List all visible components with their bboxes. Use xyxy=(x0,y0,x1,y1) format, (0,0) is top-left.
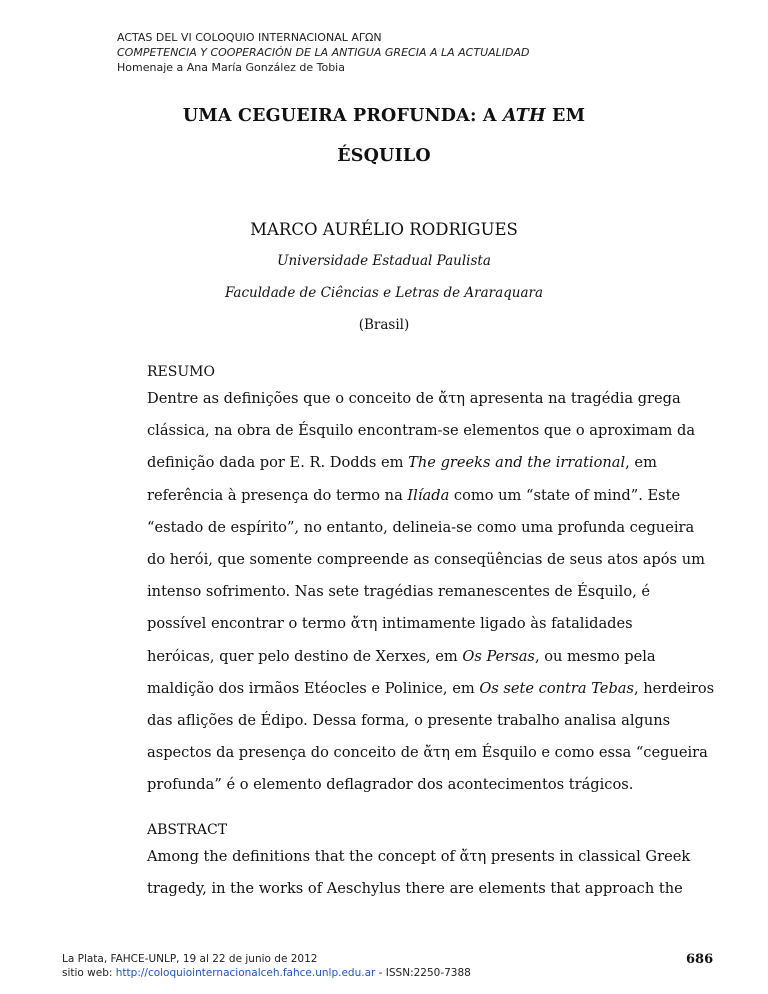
text-run: , ou mesmo pela xyxy=(534,647,656,665)
paper-title-line-1: UMA CEGUEIRA PROFUNDA: A ATH EM xyxy=(182,106,586,126)
text-run: do herói, que somente compreende as conseqüências de seus atos após um xyxy=(147,551,705,568)
text-run: intimamente ligado às fatalidades xyxy=(377,615,633,633)
affiliation-faculty: Faculdade de Ciências e Letras de Araraquara xyxy=(224,285,544,301)
footer-event: La Plata, FAHCE-UNLP, 19 al 22 de junio de 2012 xyxy=(62,953,318,965)
abstract-line xyxy=(147,880,683,900)
text-run: definição dada por E. R. Dodds em xyxy=(147,454,409,472)
greek-term-ate: ἄτη xyxy=(459,848,487,865)
text-run: maldição dos irmãos Etéocles e Polinice, em xyxy=(147,679,480,697)
text-run: presents in classical Greek xyxy=(486,848,691,865)
paper-title-line-2: ÉSQUILO xyxy=(337,146,431,166)
resumo-line xyxy=(147,454,657,474)
resumo-line xyxy=(147,551,705,571)
text-run: possível encontrar o termo xyxy=(147,615,351,633)
author-name: MARCO AURÉLIO RODRIGUES xyxy=(250,220,518,239)
text-run: como um “state of mind”. Este xyxy=(449,486,681,504)
abstract-heading: ABSTRACT xyxy=(147,822,228,838)
affiliation-country: (Brasil) xyxy=(358,317,410,333)
text-run: Among the definitions that the concept of xyxy=(147,848,460,865)
text-run: em Ésquilo e como essa “cegueira xyxy=(450,744,708,762)
resumo-line xyxy=(147,583,651,603)
abstract-line xyxy=(147,848,691,868)
resumo-line xyxy=(147,390,681,410)
resumo-line xyxy=(147,615,633,635)
text-run: , herdeiros xyxy=(633,679,715,697)
italic-title: Os sete contra Tebas xyxy=(479,679,634,697)
resumo-heading: RESUMO xyxy=(147,364,215,380)
resumo-line xyxy=(147,422,696,442)
italic-title: The greeks and the irrational xyxy=(408,454,626,472)
text-run: aspectos da presença do conceito de xyxy=(147,744,424,762)
text-run: profunda” é o elemento deflagrador dos acontecimentos trágicos. xyxy=(147,776,634,794)
greek-term-ate: ἄτη xyxy=(423,744,450,762)
page-footer xyxy=(62,952,471,980)
text-run: referência à presença do termo na xyxy=(147,486,408,504)
resumo-line xyxy=(147,776,634,796)
text-run: apresenta na tragédia grega xyxy=(465,390,681,407)
header-homage: Homenaje a Ana María González de Tobia xyxy=(117,61,345,74)
footer-site: sitio web: http://coloquiointernacionalceh.fahce.unlp.edu.ar - ISSN:2250-7388 xyxy=(62,967,471,979)
greek-term-ate: ἄτη xyxy=(438,390,466,407)
resumo-line xyxy=(147,486,681,507)
resumo-line xyxy=(147,679,715,700)
header-subtitle: COMPETENCIA Y COOPERACIÓN DE LA ANTIGUA GRECIA A LA ACTUALIDAD xyxy=(117,46,530,59)
footer-url-link[interactable]: http://coloquiointernacionalceh.fahce.unlp.edu.ar xyxy=(115,967,376,979)
resumo-line xyxy=(147,647,656,668)
greek-term-ate: ἄτη xyxy=(350,615,378,633)
text-run: Dentre as definições que o conceito de xyxy=(147,390,439,407)
text-run: “estado de espírito”, no entanto, delineia-se como uma profunda cegueira xyxy=(147,518,695,536)
resumo-line xyxy=(147,518,695,539)
resumo-line xyxy=(147,712,671,732)
italic-title: Ilíada xyxy=(407,486,450,504)
affiliation-university: Universidade Estadual Paulista xyxy=(277,253,491,269)
running-header xyxy=(117,30,529,75)
title-term-ath: ATH xyxy=(502,106,546,126)
italic-title: Os Persas xyxy=(462,647,535,665)
header-conference: ACTAS DEL VI COLOQUIO INTERNACIONAL ΑΓΩΝ xyxy=(117,31,382,44)
page-number: 686 xyxy=(686,952,714,967)
text-run: tragedy, in the works of Aeschylus there are elements that approach the xyxy=(147,880,683,898)
text-run: clássica, na obra de Ésquilo encontram-se elementos que o aproximam da xyxy=(147,422,696,440)
text-run: heróicas, quer pelo destino de Xerxes, em xyxy=(147,647,463,665)
text-run: intenso sofrimento. Nas sete tragédias remanescentes de Ésquilo, é xyxy=(147,583,651,601)
text-run: , em xyxy=(625,454,657,472)
text-run: das aflições de Édipo. Dessa forma, o presente trabalho analisa alguns xyxy=(147,712,671,729)
resumo-line xyxy=(147,744,708,764)
